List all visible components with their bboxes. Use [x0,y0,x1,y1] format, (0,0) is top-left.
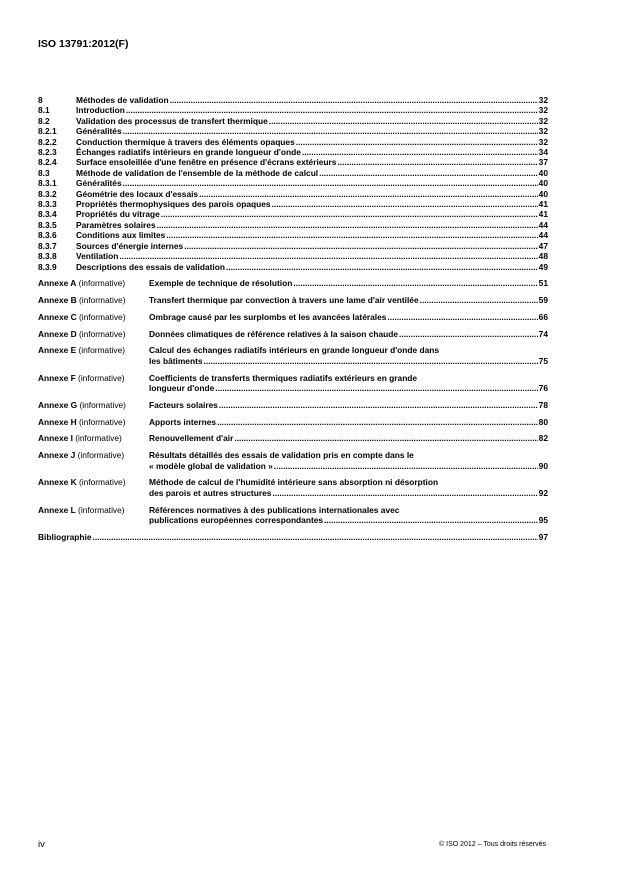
section-number: 8.3.8 [38,251,57,262]
annex-head [38,505,149,515]
section-page: 32 [538,126,548,137]
leader-dots [387,312,537,322]
section-title: Propriétés du vitrage [76,209,160,220]
toc-entry-annex[interactable] [38,450,548,471]
annex-title: Transfert thermique par convection à travers une lame d'air ventilée [149,295,419,306]
annex-label: Annexe E [38,345,77,356]
annex-label: Annexe J [38,450,76,461]
leader-dots [217,417,538,427]
toc-entry[interactable] [38,147,548,157]
toc-entry-annex[interactable] [38,505,548,526]
annex-label: Annexe A [38,278,77,289]
section-title: Introduction [76,105,125,116]
toc-entry[interactable] [38,209,548,219]
annex-page: 78 [538,399,548,410]
section-number: 8.3.1 [38,178,57,189]
toc-entry[interactable] [38,178,548,188]
section-page: 40 [538,167,548,178]
annex-page: 59 [538,295,548,306]
annex-title-line2: des parois et autres structures [149,487,272,498]
toc-entry[interactable] [38,116,548,126]
annex-kind: (informative) [78,328,126,339]
annex-head [38,295,149,305]
leader-dots [272,488,537,498]
annex-label: Annexe G [38,399,78,410]
leader-dots [337,157,537,167]
toc-entry-annex[interactable] [38,345,548,366]
section-number: 8.2.2 [38,136,57,147]
document-id-header: ISO 13791:2012(F) [38,38,129,50]
section-page: 47 [538,240,548,251]
section-number: 8.3.7 [38,240,57,251]
annex-head [38,400,149,410]
toc-entry-annex[interactable] [38,400,548,410]
annex-kind: (informative) [75,433,122,444]
toc-entry[interactable] [38,189,548,199]
toc-entry-annex[interactable] [38,477,548,498]
section-title: Descriptions des essais de validation [76,261,225,272]
annex-page: 80 [538,416,548,427]
annex-page: 95 [538,515,548,526]
toc-entry[interactable] [38,157,548,167]
section-title: Méthode de validation de l'ensemble de la méthode de calcul [76,167,319,178]
leader-dots [399,329,538,339]
annex-page: 82 [538,433,548,444]
leader-dots [274,461,538,471]
leader-dots [319,168,538,178]
leader-dots [170,95,538,105]
leader-dots [302,147,538,157]
section-page: 40 [538,178,548,189]
annex-label: Annexe F [38,372,76,383]
annex-head [38,312,149,322]
toc-entry[interactable] [38,251,548,261]
section-entries [38,95,548,272]
annex-page: 75 [538,355,548,366]
annex-label: Annexe D [38,328,77,339]
toc-entry-annex[interactable] [38,312,548,322]
toc-entry-annex[interactable] [38,278,548,288]
copyright-notice: © ISO 2012 – Tous droits réservés [439,841,546,848]
section-number: 8.3.6 [38,230,57,241]
annex-title: Facteurs solaires [149,399,218,410]
leader-dots [184,241,537,251]
section-page: 40 [538,188,548,199]
toc-entry[interactable] [38,230,548,240]
annex-page: 74 [538,328,548,339]
annex-page: 66 [538,311,548,322]
annex-head [38,373,149,383]
leader-dots [166,230,537,240]
toc-entry[interactable] [38,137,548,147]
section-number: 8.3.9 [38,261,57,272]
annex-title-line1: Résultats détaillés des essais de validation pris en compte dans le [149,450,414,461]
section-title: Conduction thermique à travers des éléments opaques [76,136,295,147]
section-number: 8.1 [38,105,50,116]
section-page: 48 [538,251,548,262]
section-title: Ventilation [76,251,119,262]
section-page: 44 [538,219,548,230]
annex-kind: (informative) [78,477,126,488]
leader-dots [119,251,537,261]
leader-dots [199,189,538,199]
section-page: 34 [538,147,548,158]
section-title: Paramètres solaires [76,219,156,230]
toc-entry[interactable] [38,105,548,115]
annex-head [38,477,149,487]
annex-kind: (informative) [79,399,126,410]
toc-entry-bibliography[interactable] [38,532,548,542]
leader-dots [157,220,538,230]
toc-entry[interactable] [38,241,548,251]
toc-entry[interactable] [38,199,548,209]
leader-dots [204,356,538,366]
leader-dots [126,105,538,115]
section-title: Surface ensoleillée d'une fenêtre en présence d'écrans extérieurs [76,157,337,168]
annex-kind: (informative) [78,504,125,515]
leader-dots [293,278,537,288]
section-number: 8.3.5 [38,219,57,230]
section-page: 41 [538,199,548,210]
annex-head [38,345,149,355]
section-page: 49 [538,261,548,272]
section-page: 44 [538,230,548,241]
annex-head [38,278,149,288]
bibliography-page: 97 [538,531,548,542]
annex-title: Données climatiques de référence relatives à la saison chaude [149,328,399,339]
leader-dots [269,116,538,126]
section-title: Généralités [76,178,122,189]
section-number: 8 [38,95,43,105]
annex-page: 92 [538,487,548,498]
annex-title: Exemple de technique de résolution [149,278,293,289]
section-title: Propriétés thermophysiques des parois opaques [76,199,271,210]
leader-dots [324,515,538,525]
annex-label: Annexe C [38,311,77,322]
annex-title-line1: Coefficients de transferts thermiques radiatifs extérieurs en grande [149,372,418,383]
section-title: Conditions aux limites [76,230,166,241]
toc-entry-annex[interactable] [38,329,548,339]
toc-entry[interactable] [38,126,548,136]
annex-head [38,417,149,427]
section-title: Généralités [76,126,122,137]
annex-title-line2: longueur d'onde [149,383,215,394]
annex-title-line1: Calcul des échanges radiatifs intérieurs en grande longueur d'onde dans [149,345,440,356]
annex-head [38,329,149,339]
section-number: 8.2 [38,115,50,126]
section-number: 8.3.2 [38,188,57,199]
section-page: 37 [538,157,548,168]
annex-title-line1: Méthode de calcul de l'humidité intérieure sans absorption ni désorption [149,477,439,488]
leader-dots [93,532,538,542]
leader-dots [219,400,538,410]
annex-page: 76 [538,383,548,394]
annex-title: Renouvellement d'air [149,433,234,444]
toc-entry[interactable] [38,262,548,272]
toc-entry-annex[interactable] [38,433,548,443]
annex-label: Annexe H [38,416,77,427]
annex-title-line2: publications européennes correspondantes [149,515,324,526]
toc-entry-annex[interactable] [38,417,548,427]
annex-page: 51 [538,278,548,289]
annex-title-line1: Références normatives à des publications internationales avec [149,504,400,515]
annex-page: 90 [538,460,548,471]
annex-kind: (informative) [78,372,125,383]
leader-dots [296,137,538,147]
leader-dots [123,126,538,136]
annex-title-line2: les bâtiments [149,355,203,366]
leader-dots [234,433,537,443]
bibliography-title: Bibliographie [38,531,92,542]
toc-entry-annex[interactable] [38,295,548,305]
section-number: 8.3.4 [38,209,57,220]
toc-entry[interactable] [38,220,548,230]
annex-kind: (informative) [78,416,126,427]
annex-head [38,433,149,443]
leader-dots [272,199,538,209]
table-of-contents [38,95,548,542]
section-title: Géométrie des locaux d'essais [76,188,199,199]
annex-label: Annexe B [38,295,77,306]
annex-entries [38,278,548,525]
section-number: 8.3.3 [38,199,57,210]
section-page: 32 [538,95,548,105]
annex-label: Annexe I [38,433,73,444]
section-page: 32 [538,115,548,126]
section-title: Échanges radiatifs intérieurs en grande longueur d'onde [76,147,301,158]
annex-kind: (informative) [78,345,126,356]
annex-kind: (informative) [78,295,126,306]
annex-head [38,450,149,460]
annex-label: Annexe L [38,504,76,515]
section-title: Validation des processus de transfert thermique [76,115,268,126]
page-number: iv [38,839,45,850]
annex-title: Apports internes [149,416,217,427]
section-title: Méthodes de validation [76,95,169,105]
section-title: Sources d'énergie internes [76,240,184,251]
annex-title: Ombrage causé par les surplombs et les avancées latérales [149,311,387,322]
toc-entry[interactable] [38,95,548,105]
section-number: 8.2.4 [38,157,57,168]
annex-label: Annexe K [38,477,77,488]
section-number: 8.2.1 [38,126,57,137]
section-page: 32 [538,136,548,147]
annex-kind: (informative) [78,311,126,322]
section-number: 8.3 [38,167,50,178]
annex-title-line2: « modèle global de validation » [149,460,273,471]
leader-dots [161,209,538,219]
leader-dots [420,295,538,305]
leader-dots [226,262,538,272]
section-number: 8.2.3 [38,147,57,158]
leader-dots [215,383,537,393]
section-page: 41 [538,209,548,220]
toc-entry[interactable] [38,168,548,178]
annex-kind: (informative) [77,450,125,461]
annex-kind: (informative) [78,278,126,289]
section-page: 32 [538,105,548,116]
toc-entry-annex[interactable] [38,373,548,394]
leader-dots [123,178,538,188]
